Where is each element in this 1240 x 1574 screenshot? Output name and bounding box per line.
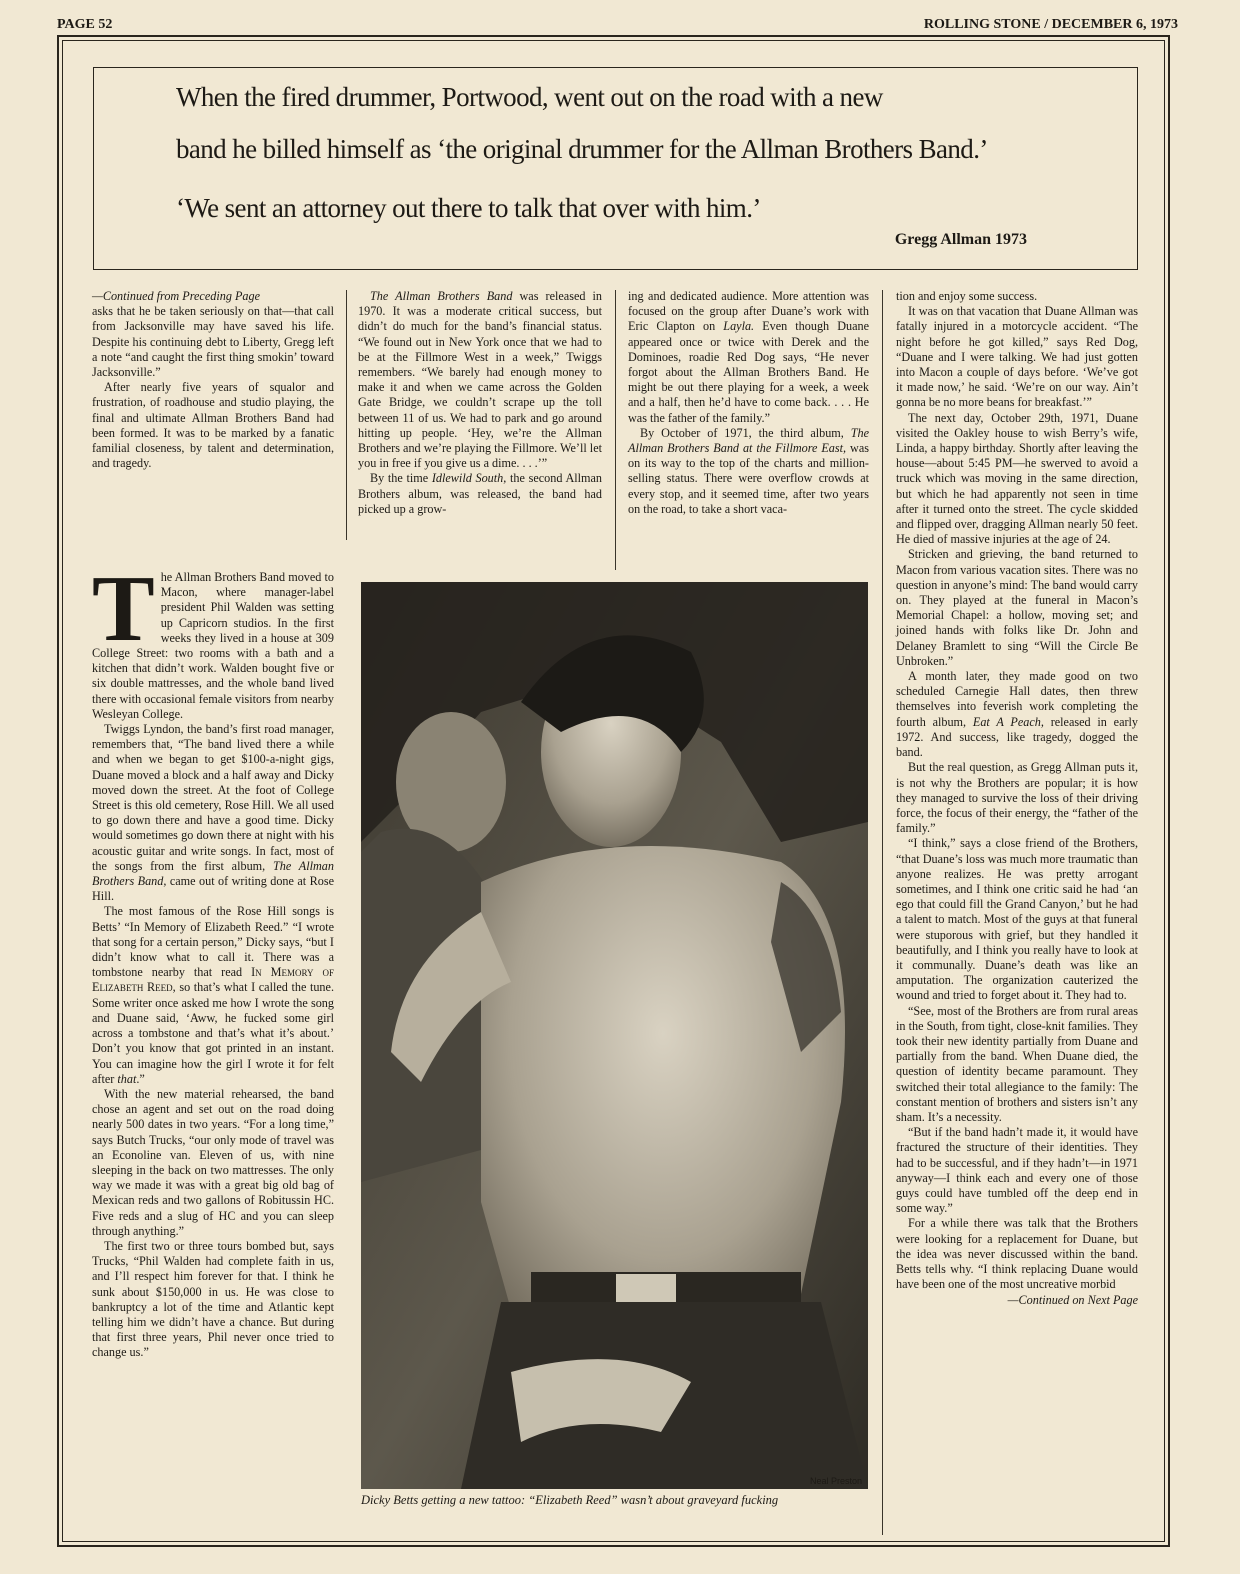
paragraph: After nearly five years of squalor and frustration, of roadhouse and studio playing, the final and ultimate Allman Brothers Band had been formed. It was to be marked by a fanatic familial closeness, by talent and determination, and tragedy.: [92, 380, 334, 471]
paragraph: tion and enjoy some success.: [896, 289, 1038, 303]
continued-from-label: —Continued from Preceding Page: [92, 289, 260, 303]
paragraph-text: he Allman Brothers Band moved to Macon, where manager-label president Phil Walden was setting up Capricorn studios. In the first weeks they lived in a house at 309 College Street: two rooms with a bath and a kitchen that didn’t work. Walden bought five or six double mattresses, and the whole band lived there with occasional female visitors from nearby Wesleyan College.: [92, 570, 334, 721]
pull-quote-line-2: band he billed himself as ‘the original drummer for the Allman Brothers Band.’: [176, 134, 988, 164]
column-3: [628, 289, 869, 517]
photo-credit: Neal Preston: [810, 1476, 863, 1486]
column-rule-3: [882, 290, 883, 1535]
paragraph: It was on that vacation that Duane Allman was fatally injured in a motorcycle accident. “The night before he got killed,” says Red Dog, “Duane and I were talking. We had just gotten into Macon a couple of days before. ‘We’ve got it made now,’ he said. ‘We’re on our way. Ain’t gonna be no more beans for breakfast.’”: [896, 304, 1138, 410]
paragraph: asks that he be taken seriously on that—that call from Jacksonville may have saved his life. Despite his continuing debt to Liberty, Gregg left a note “and caught the first thing smokin’ toward Jacksonville.”: [92, 304, 334, 380]
paragraph: By the time Idlewild South, the second Allman Brothers album, was released, the band had picked up a grow-: [358, 471, 603, 516]
column-1-top: [92, 289, 334, 471]
paragraph: But the real question, as Gregg Allman puts it, is not why the Brothers are popular; it is how they managed to survive the loss of their driving force, the focus of their energy, the “father of the family.”: [896, 760, 1138, 836]
pull-quote-line-3: ‘We sent an attorney out there to talk that over with him.’: [176, 193, 761, 223]
paragraph: For a while there was talk that the Brothers were looking for a replacement for Duane, but the idea was never discussed within the band. Betts tells why. “I think replacing Duane would have been one of the most uncreative morbid: [896, 1216, 1138, 1292]
paragraph: Twiggs Lyndon, the band’s first road manager, remembers that, “The band lived there a while and when we began to get $100-a-night gigs, Duane moved a block and a half away and Dicky moved down the street. At the foot of College Street is this old cemetery, Rose Hill. We all used to go down there and have a good time. Dicky would sometimes go down there at night with his acoustic guitar and write songs. In fact, most of the songs from the first album, The Allman Brothers Band, came out of writing done at Rose Hill.: [92, 722, 334, 904]
paragraph: The Allman Brothers Band was released in 1970. It was a moderate critical success, but didn’t do much for the band’s financial status. “We found out in New York once that we had to be at the Fillmore West in a week,” Twiggs remembers. “We barely had enough money to make it and when we came across the Golden Gate Bridge, we couldn’t scrape up the toll between 11 of us. We had to park and go around hitting up people. ‘Hey, we’re the Allman Brothers and we’re playing the Fillmore. We’ll let you in free if you give us a dime. . . .’”: [358, 289, 602, 471]
paragraph: The most famous of the Rose Hill songs is Betts’ “In Memory of Elizabeth Reed.” “I wrote that song for a certain person,” Dicky says, “but I didn’t know what to call it. There was a tombstone nearby that read In Memory of Elizabeth Reed, so that’s what I called the tune. Some writer once asked me how I wrote the song and Duane said, ‘Aww, he fucked some girl across a tombstone and that’s what it’s about.’ Don’t you know that got printed in an instant. You can imagine how the girl I wrote it for felt after that.”: [92, 904, 334, 1086]
paragraph: Stricken and grieving, the band returned to Macon from various vacation sites. There was no question in anyone’s mind: The band would carry on. They played at the funeral in Macon’s Memorial Chapel: a hollow, moving set; and joined hands with folks like Dr. John and Delaney Bramlett to sing “Will the Circle Be Unbroken.”: [896, 547, 1138, 668]
pull-quote-attribution: Gregg Allman 1973: [894, 231, 1027, 248]
column-2: [358, 289, 602, 517]
paragraph: The next day, October 29th, 1971, Duane visited the Oakley house to wish Berry’s wife, Linda, a happy birthday. Shortly after leaving the house—about 5:45 PM—he swerved to avoid a truck which was moving in the same direction, but which he had apparently not seen in time after it turned onto the street. The cycle skidded and flipped over, dragging Allman nearly 50 feet. He died of massive injuries at the age of 24.: [896, 410, 1138, 547]
paragraph: By October of 1971, the third album, The Allman Brothers Band at the Fillmore East, was on its way to the top of the charts and million-selling status. There were overflow crowds at every stop, and it seemed time, after two years on the road, to take a short vaca-: [628, 425, 870, 516]
column-1-bottom: [92, 557, 334, 1361]
issue-line: ROLLING STONE / DECEMBER 6, 1973: [923, 17, 1178, 32]
photo-caption: Dicky Betts getting a new tattoo: “Elizabeth Reed” wasn’t about graveyard fucking: [361, 1493, 779, 1507]
paragraph: A month later, they made good on two scheduled Carnegie Hall dates, then threw themselves into feverish work completing the fourth album, Eat A Peach, released in early 1972. And success, like tragedy, dogged the band.: [896, 669, 1139, 760]
paragraph: With the new material rehearsed, the band chose an agent and set out on the road doing nearly 500 dates in two years. “For a long time,” says Butch Trucks, “our only mode of travel was an Econoline van. Eleven of us, with nine sleeping in the back on two mattresses. The only way we made it was with a great big old bag of Mexican reds and two gallons of Robitussin HC. Five reds and a slug of HC and you can sleep through anything.”: [92, 1086, 334, 1238]
column-rule-1: [346, 290, 347, 540]
feature-photo: [361, 582, 868, 1489]
paragraph: “But if the band hadn’t made it, it would have fractured the structure of their identities. They had to be successful, and if they hadn’t—in 1971 anyway—I think each and every one of those guys could have tumbled off the deep end in some way.”: [896, 1125, 1138, 1216]
paragraph: “See, most of the Brothers are from rural areas in the South, from tight, close-knit families. They took their new identity partially from Duane and partially from the band. When Duane died, the question of identity became paramount. They switched their total allegiance to the family: The constant mention of brothers and sisters isn’t any sham. It’s a necessity.: [896, 1003, 1138, 1124]
paragraph: “I think,” says a close friend of the Brothers, “that Duane’s loss was much more traumatic than anyone realizes. He was pretty arrogant sometimes, and I think one critic said he had ‘an ego that could fill the Grand Canyon,’ but he had a talent to match. Most of the guys at that funeral were stuporous with grief, but they handled it beautifully, and I think you really have to look at it communally. Duane’s death was like an amputation. The organization cauterized the wound and tried to forget about it. They had to.: [896, 836, 1138, 1003]
column-rule-2: [615, 290, 616, 570]
paragraph: The first two or three tours bombed but, says Trucks, “Phil Walden had complete faith in us, and I’ll respect him forever for that. I think he sunk about $150,000 in us. He was close to bankruptcy a lot of the time and Atlantic kept telling him we didn’t have a chance. But during that first three years, Phil never once tried to change us.”: [92, 1238, 334, 1360]
page-header: [57, 14, 1178, 34]
page-number: PAGE 52: [57, 17, 113, 32]
paragraph-with-dropcap: [92, 557, 334, 722]
photo-illustration: [361, 582, 868, 1489]
paragraph: ing and dedicated audience. More attention was focused on the group after Duane’s work with Eric Clapton on Layla. Even though Duane appeared once or twice with Derek and the Dominoes, roadie Red Dog says, “He never forgot about the Allman Brothers Band. He might be out there playing for a week, a week and a half, then he’d have to come back. . . . He was the father of the family.”: [628, 289, 870, 425]
pull-quote-box: [93, 67, 1138, 270]
continued-on-label: —Continued on Next Page: [1007, 1293, 1138, 1308]
drop-cap: T: [92, 557, 155, 661]
pull-quote-line-1: When the fired drummer, Portwood, went out on the road with a new: [176, 82, 883, 112]
column-4: [896, 289, 1138, 1309]
